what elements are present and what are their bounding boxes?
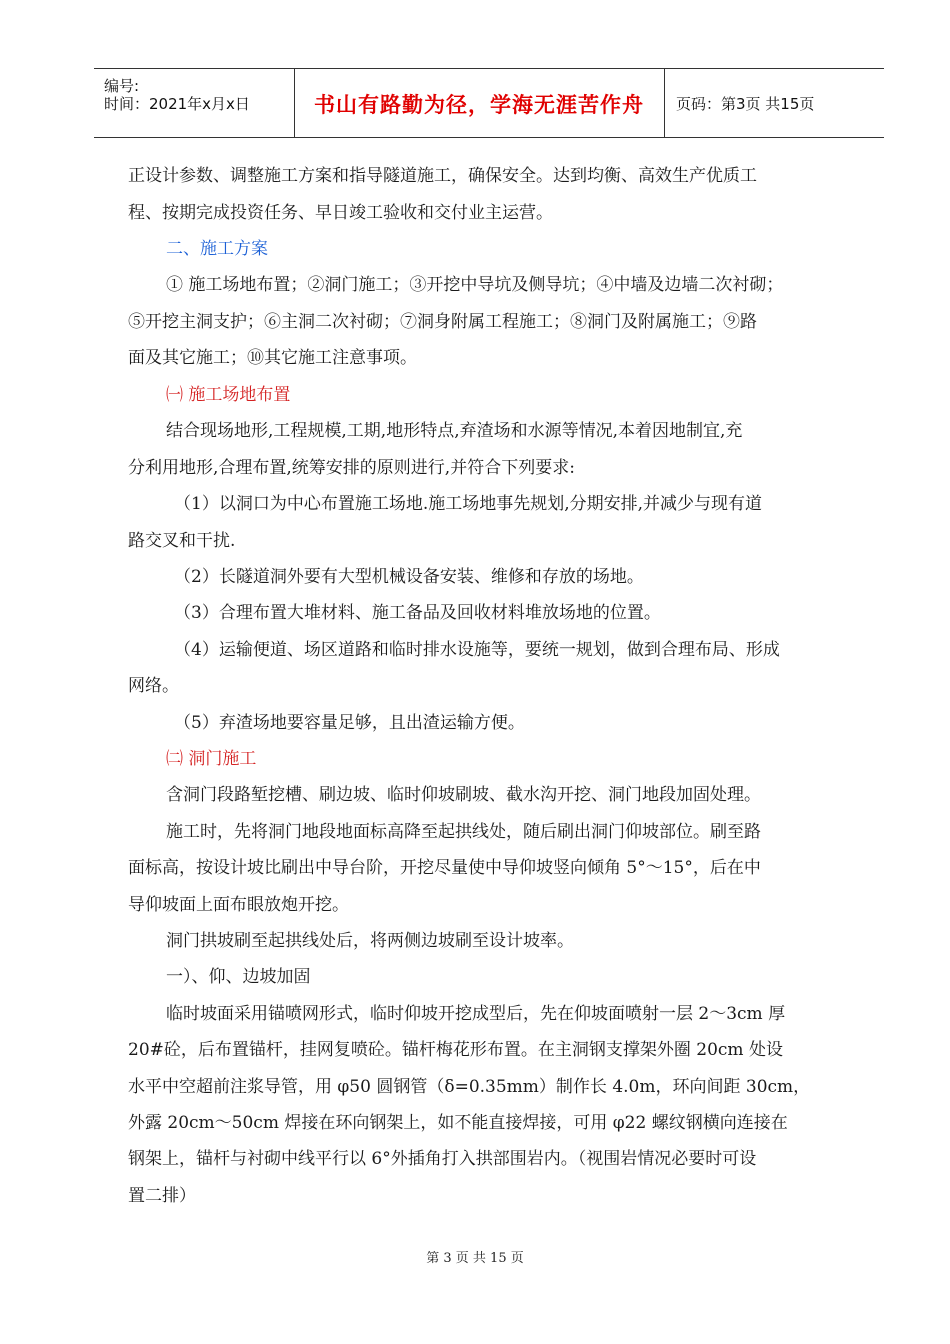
paragraph-line: 临时坡面采用锚喷网形式，临时仰坡开挖成型后，先在仰坡面喷射一层 2～3cm 厚 <box>166 1004 786 1024</box>
motto: 书山有路勤为径，学海无涯苦作舟 <box>314 92 644 117</box>
paragraph-line: 面及其它施工；⑩其它施工注意事项。 <box>128 348 417 368</box>
header-motto-cell <box>294 69 665 137</box>
paragraph-line: （4）运输便道、场区道路和临时排水设施等，要统一规划，做到合理布局、形成 <box>174 640 780 660</box>
paragraph-line: 面标高，按设计坡比刷出中导台阶，开挖尽量使中导仰坡竖向倾角 5°～15°，后在中 <box>128 858 761 878</box>
paragraph-line: 施工时，先将洞门地段地面标高降至起拱线处，随后刷出洞门仰坡部位。刷至路 <box>166 822 761 842</box>
paragraph-line: （2）长隧道洞外要有大型机械设备安装、维修和存放的场地。 <box>174 567 644 587</box>
paragraph-line: 分利用地形,合理布置,统筹安排的原则进行,并符合下列要求: <box>128 458 575 478</box>
paragraph-line: （5）弃渣场地要容量足够，且出渣运输方便。 <box>174 713 525 733</box>
subsection-heading: ㈠ 施工场地布置 <box>166 385 291 405</box>
serial-label: 编号: <box>104 77 140 95</box>
paragraph-line: 钢架上，锚杆与衬砌中线平行以 6°外插角打入拱部围岩内。（视围岩情况必要时可设 <box>128 1149 757 1169</box>
header-meta <box>94 69 295 137</box>
page-header <box>94 68 884 138</box>
page-code: 页码：第3页 共15页 <box>676 95 815 113</box>
paragraph-line: 程、按期完成投资任务、早日竣工验收和交付业主运营。 <box>128 203 553 223</box>
paragraph-line: 路交叉和干扰. <box>128 531 236 551</box>
paragraph-line: 正设计参数、调整施工方案和指导隧道施工，确保安全。达到均衡、高效生产优质工 <box>128 166 757 186</box>
section-heading: 二、施工方案 <box>166 239 268 259</box>
paragraph-line: 结合现场地形,工程规模,工期,地形特点,弃渣场和水源等情况,本着因地制宜,充 <box>166 421 743 441</box>
paragraph-line: ⑤开挖主洞支护；⑥主洞二次衬砌；⑦洞身附属工程施工；⑧洞门及附属施工；⑨路 <box>128 312 757 332</box>
paragraph-line: 导仰坡面上面布眼放炮开挖。 <box>128 895 349 915</box>
paragraph-line: 水平中空超前注浆导管，用 φ50 圆钢管（δ=0.35mm）制作长 4.0m，环向间距 30cm， <box>128 1077 811 1097</box>
paragraph-line: 置二排） <box>128 1186 196 1206</box>
paragraph-line: 洞门拱坡刷至起拱线处后，将两侧边坡刷至设计坡率。 <box>166 931 574 951</box>
paragraph-line: 20#砼，后布置锚杆，挂网复喷砼。锚杆梅花形布置。在主洞钢支撑架外圈 20cm 处设 <box>128 1040 783 1060</box>
time-label: 时间：2021年x月x日 <box>104 95 250 113</box>
paragraph-line: （3）合理布置大堆材料、施工备品及回收材料堆放场地的位置。 <box>174 603 661 623</box>
paragraph-line: 外露 20cm～50cm 焊接在环向钢架上，如不能直接焊接，可用 φ22 螺纹钢横向连接在 <box>128 1113 788 1133</box>
header-page-cell <box>664 69 884 137</box>
paragraph-line: 含洞门段路堑挖槽、刷边坡、临时仰坡刷坡、截水沟开挖、洞门地段加固处理。 <box>166 785 761 805</box>
paragraph-line: 一）、仰、边坡加固 <box>166 967 311 987</box>
paragraph-line: 网络。 <box>128 676 179 696</box>
paragraph-line: （1）以洞口为中心布置施工场地.施工场地事先规划,分期安排,并减少与现有道 <box>174 494 763 514</box>
subsection-heading: ㈡ 洞门施工 <box>166 749 257 769</box>
page-footer: 第 3 页 共 15 页 <box>426 1251 524 1266</box>
paragraph-line: ① 施工场地布置；②洞门施工；③开挖中导坑及侧导坑；④中墙及边墙二次衬砌； <box>166 275 784 295</box>
